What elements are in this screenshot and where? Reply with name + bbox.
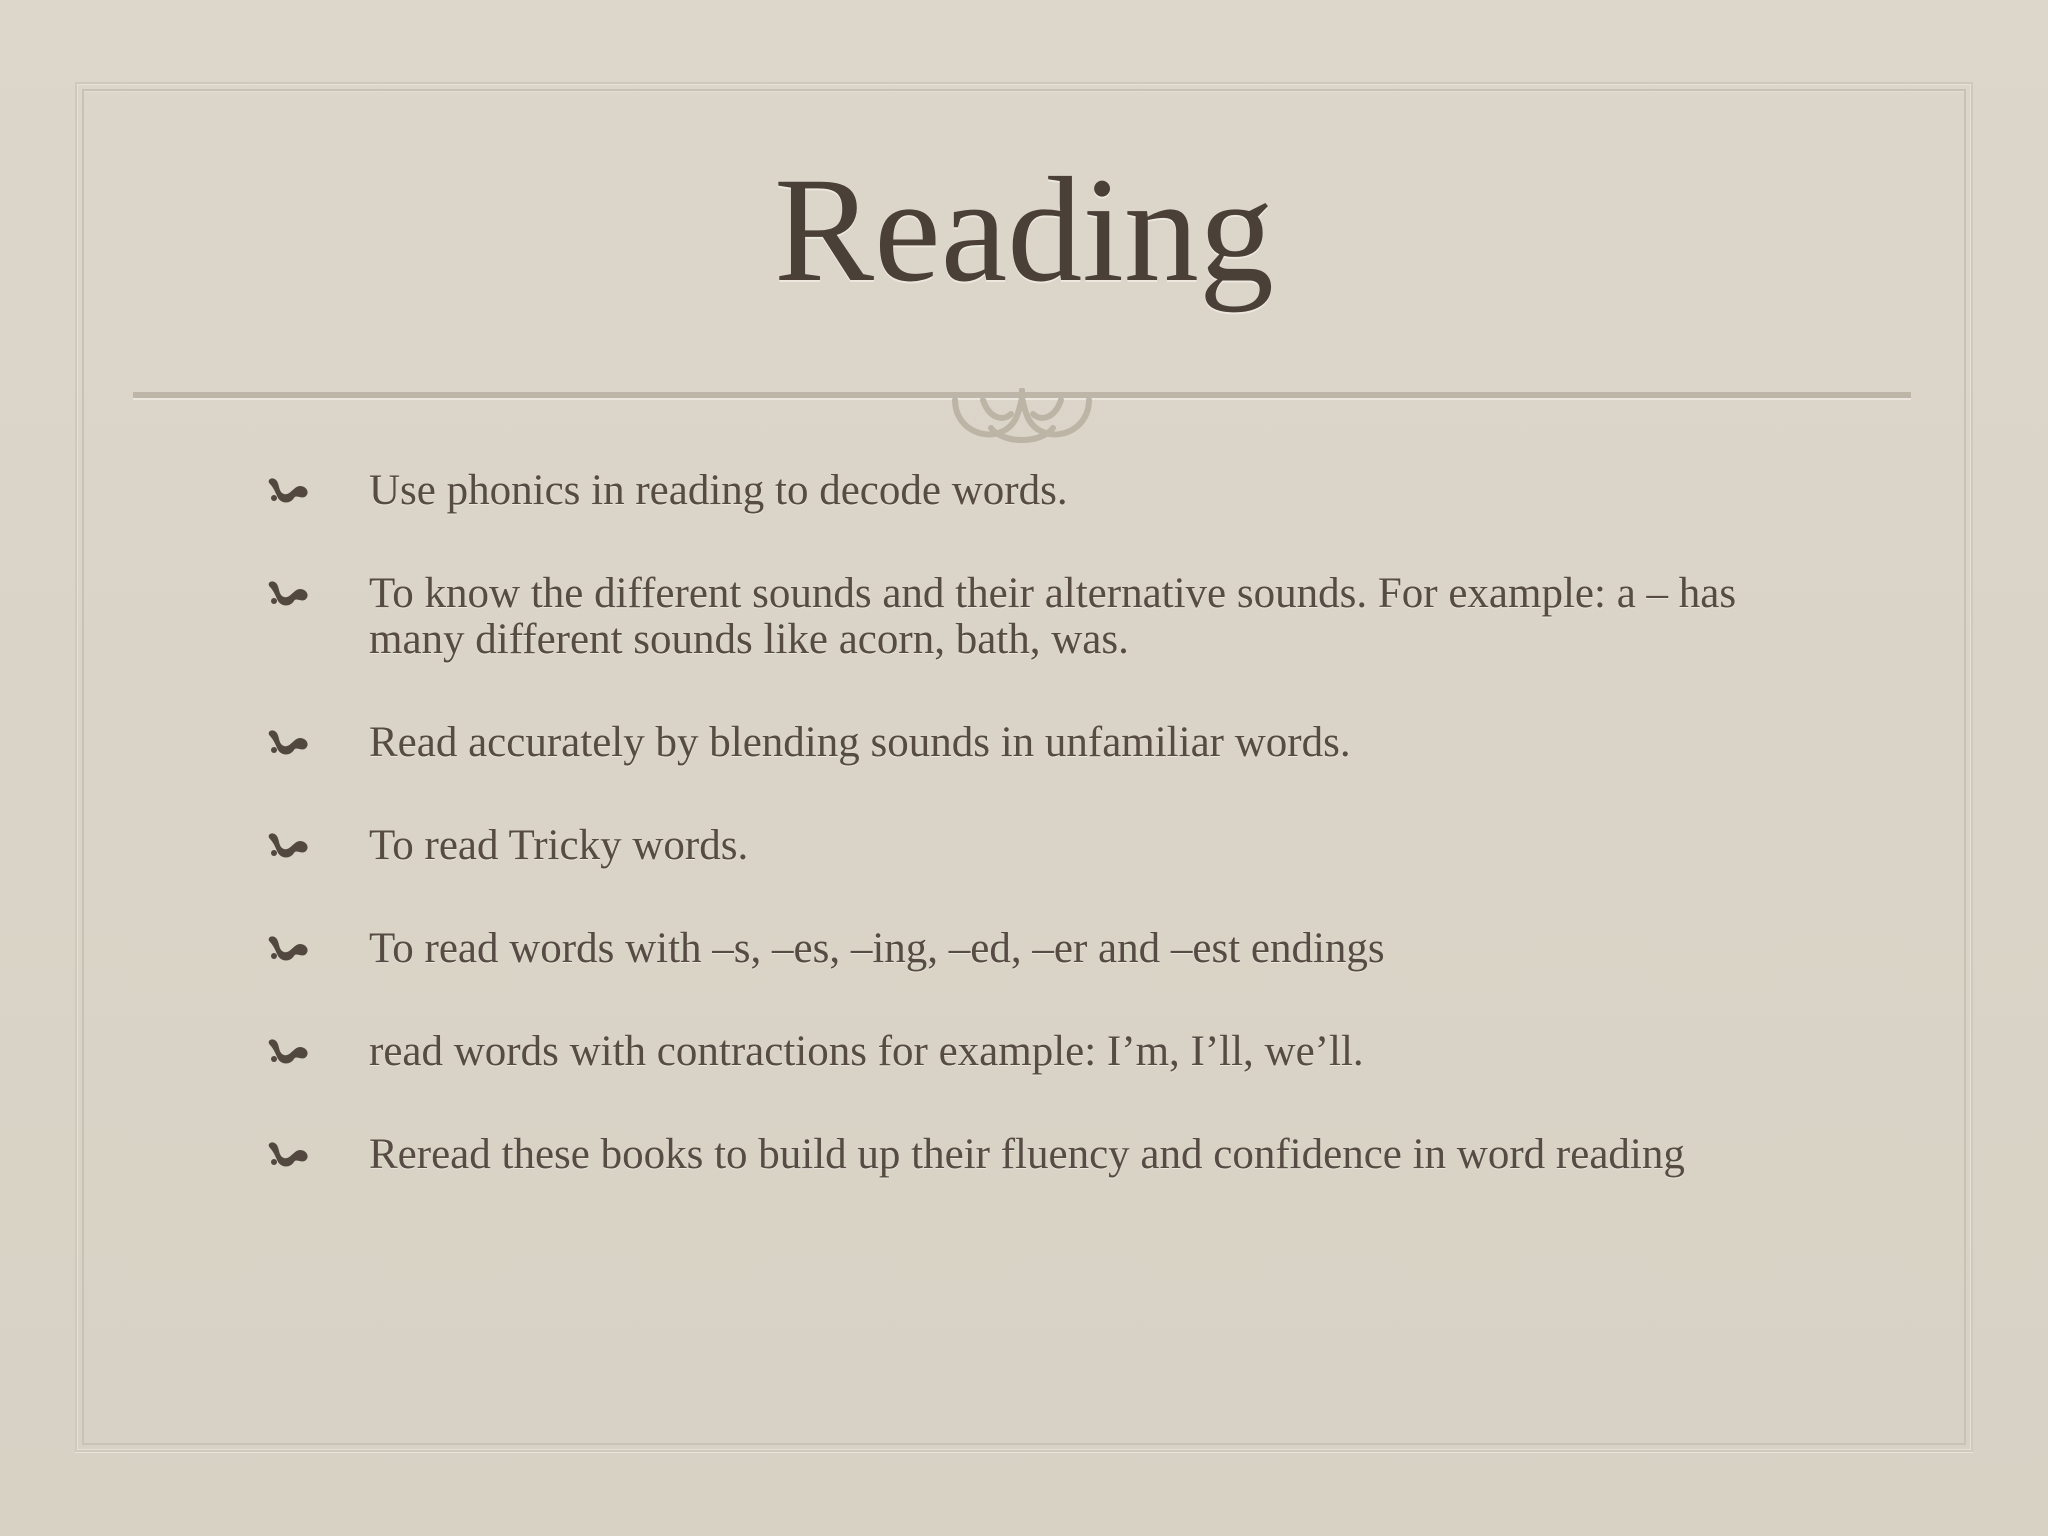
- bullet-item: [262, 823, 1782, 869]
- bullet-item: [262, 1132, 1782, 1178]
- bullet-item: [262, 571, 1782, 663]
- bullet-item: [262, 926, 1782, 972]
- bullet-item: [262, 720, 1782, 766]
- fleuron-icon: [264, 1140, 312, 1170]
- bullet-text: To know the different sounds and their alternative sounds. For example: a – has many different sounds like acorn, bath, was.: [369, 570, 1737, 663]
- fleuron-icon: [264, 831, 312, 861]
- slide-title: Reading: [774, 147, 1274, 313]
- bullet-list: [262, 468, 1782, 1235]
- fleuron-icon: [264, 579, 312, 609]
- fleuron-icon: [264, 934, 312, 964]
- ornamental-divider: [133, 388, 1911, 458]
- bullet-text: Reread these books to build up their fluency and confidence in word reading: [369, 1131, 1685, 1178]
- bullet-item: [262, 1029, 1782, 1075]
- bullet-text: Read accurately by blending sounds in unfamiliar words.: [369, 719, 1351, 766]
- fleuron-icon: [264, 476, 312, 506]
- bullet-text: To read words with –s, –es, –ing, –ed, –er and –est endings: [369, 925, 1385, 972]
- fleuron-icon: [264, 1037, 312, 1067]
- fleuron-icon: [264, 728, 312, 758]
- bullet-text: To read Tricky words.: [369, 822, 749, 869]
- bullet-text: Use phonics in reading to decode words.: [369, 467, 1068, 514]
- bullet-item: [262, 468, 1782, 514]
- bullet-text: read words with contractions for example: I’m, I’ll, we’ll.: [369, 1028, 1364, 1075]
